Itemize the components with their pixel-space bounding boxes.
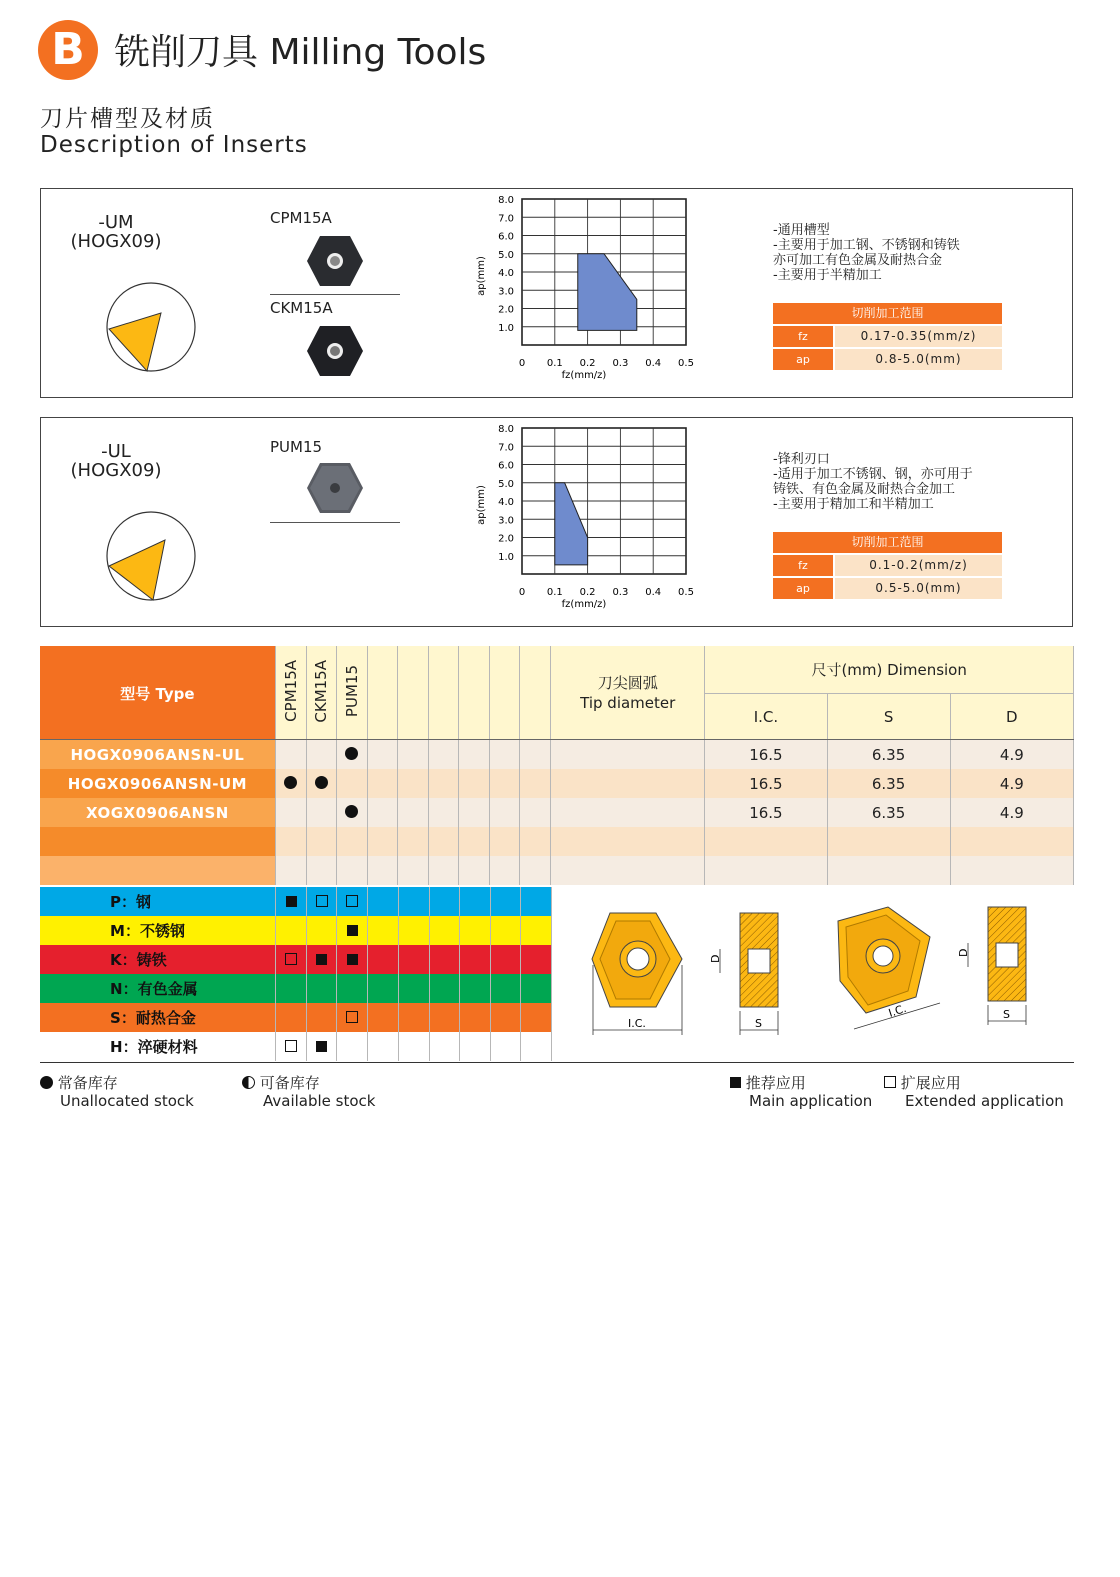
material-grade-cell (490, 1003, 520, 1032)
material-grade-cell (459, 916, 490, 945)
dim-cell-d (950, 827, 1073, 856)
y-tick-label: 8.0 (498, 195, 514, 206)
grade-cell (336, 740, 367, 769)
grade-cell (367, 827, 397, 856)
extended-application-icon (346, 895, 358, 907)
material-grade-cell (276, 1003, 307, 1032)
grade-header-empty (428, 646, 458, 740)
material-grade-cell (490, 887, 520, 916)
main-application-icon (316, 1041, 327, 1052)
material-grade-cell (368, 1003, 398, 1032)
type-header: 型号 Type (40, 646, 275, 740)
x-tick-label: 0.3 (612, 587, 629, 598)
grade-cell (336, 827, 367, 856)
dimension-header: 尺寸(mm) Dimension (705, 646, 1074, 693)
material-name: S：耐热合金 (40, 1003, 276, 1032)
material-grade-cell (276, 887, 307, 916)
section-drawing-1 (709, 913, 778, 1035)
material-grade-cell (398, 945, 429, 974)
x-tick-label: 0 (518, 358, 526, 369)
grade-cell (306, 856, 336, 885)
material-grade-cell (490, 916, 520, 945)
material-grade-cell (459, 974, 490, 1003)
footer-rule (40, 1062, 1074, 1063)
grade-cell (428, 798, 458, 827)
range-title: 切削加工范围 (773, 532, 1002, 553)
material-name: K：铸铁 (40, 945, 276, 974)
hogx-insert-drawing (592, 913, 682, 1035)
x-axis-label: fz(mm/z) (561, 599, 607, 610)
material-grade-cell (459, 945, 490, 974)
extended-application-icon (316, 895, 328, 907)
corner-angle-icon (105, 281, 197, 373)
ap-value: 0.5-5.0(mm) (835, 578, 1002, 599)
material-grade-cell (429, 974, 459, 1003)
ap-label: ap (773, 578, 833, 599)
stock-dot-icon (315, 776, 328, 789)
grade-cell (520, 740, 551, 769)
dim-cell-s: 6.35 (827, 740, 950, 769)
material-grade-cell (398, 1003, 429, 1032)
grade-header-empty (459, 646, 490, 740)
cutting-range-chart (466, 193, 726, 397)
dim-cell-ic (705, 827, 827, 856)
range-table (773, 532, 1002, 599)
material-grade-cell (368, 887, 398, 916)
description-line: 亦可加工有色金属及耐热合金 (773, 253, 943, 268)
x-tick-label: 0.1 (546, 358, 563, 369)
legend-available: 可备库存 Available stock (242, 1074, 375, 1110)
grade-cell (306, 798, 336, 827)
section-badge: B (38, 20, 98, 80)
grade-cell (459, 798, 490, 827)
header-rule (40, 739, 1074, 740)
y-tick-label: 1.0 (498, 322, 514, 334)
material-row (40, 945, 552, 974)
material-grade-cell (398, 887, 429, 916)
description-line: -主要用于加工钢、不锈钢和铸铁 (773, 238, 960, 253)
material-grade-cell (459, 887, 490, 916)
description-line: -主要用于半精加工 (773, 268, 882, 283)
x-tick-label: 0.5 (678, 358, 694, 369)
dim-cell-s (827, 827, 950, 856)
ic-label: I.C. (628, 1017, 646, 1030)
table-row (40, 827, 1074, 856)
material-grade-cell (307, 1032, 337, 1061)
x-tick-label: 0.3 (612, 358, 629, 369)
filled-circle-icon (40, 1076, 53, 1089)
y-tick-label: 5.0 (498, 478, 514, 490)
open-square-icon (884, 1076, 896, 1088)
material-grade-cell (337, 916, 368, 945)
grade-cell (459, 856, 490, 885)
grade-header-empty (397, 646, 428, 740)
ap-label: ap (773, 349, 833, 370)
material-grade-cell (490, 1032, 520, 1061)
main-application-icon (347, 954, 358, 965)
grade-cell (490, 827, 520, 856)
grade-cell (275, 798, 306, 827)
grade-cell (306, 740, 336, 769)
legend-unallocated: 常备库存 Unallocated stock (40, 1074, 194, 1110)
material-grade-cell (337, 1003, 368, 1032)
subtitle-cn: 刀片槽型及材质 (40, 106, 215, 132)
main-application-icon (347, 925, 358, 936)
description-line: 铸铁、有色金属及耐热合金加工 (773, 482, 956, 497)
material-grade-cell (490, 974, 520, 1003)
grade-cell (520, 827, 551, 856)
dim-cell-ic: 16.5 (705, 740, 827, 769)
grade-label: PUM15 (270, 438, 323, 456)
grade-cell (459, 769, 490, 798)
dim-cell-s (827, 856, 950, 885)
grade-cell (275, 856, 306, 885)
material-grade-cell (490, 945, 520, 974)
table-row (40, 740, 1074, 769)
corner-angle-icon (105, 510, 197, 602)
y-tick-label: 2.0 (498, 304, 514, 316)
grade-cell (490, 856, 520, 885)
material-grade-cell (520, 1032, 551, 1061)
grade-cell (336, 856, 367, 885)
description-list (773, 223, 960, 283)
y-tick-label: 5.0 (498, 249, 514, 261)
material-grade-cell (307, 945, 337, 974)
dim-cell-s: 6.35 (827, 769, 950, 798)
geometry-name: -UM (HOGX09) (70, 212, 162, 252)
svg-text:D: D (709, 954, 722, 963)
table-row (40, 769, 1074, 798)
material-grade-cell (368, 1032, 398, 1061)
dim-col-d: D (950, 693, 1073, 740)
stock-dot-icon (345, 747, 358, 760)
material-name: H：淬硬材料 (40, 1032, 276, 1061)
type-cell (40, 827, 275, 856)
extended-application-icon (285, 953, 297, 965)
material-grade-cell (368, 974, 398, 1003)
page-title: 铣削刀具 Milling Tools (114, 32, 487, 73)
material-grade-cell (276, 916, 307, 945)
grade-label: CKM15A (270, 299, 333, 317)
range-table (773, 303, 1002, 370)
grade-cell (306, 827, 336, 856)
material-name: M：不锈钢 (40, 916, 276, 945)
tip-cell (551, 769, 705, 798)
description-list (773, 452, 973, 512)
grade-cell (459, 827, 490, 856)
svg-text:S: S (755, 1017, 762, 1030)
grade-cell (306, 769, 336, 798)
material-grade-cell (398, 974, 429, 1003)
x-tick-label: 0 (518, 587, 526, 598)
insert-panel-um (40, 188, 1073, 398)
grade-cell (490, 798, 520, 827)
tip-cell (551, 798, 705, 827)
y-tick-label: 7.0 (498, 213, 514, 225)
grade-cell (520, 798, 551, 827)
description-line: -通用槽型 (773, 223, 830, 238)
grade-cell (367, 740, 397, 769)
svg-text:S: S (1003, 1008, 1010, 1021)
dim-col-s: S (827, 693, 950, 740)
type-cell: HOGX0906ANSN-UM (40, 769, 275, 798)
dim-cell-s: 6.35 (827, 798, 950, 827)
material-row (40, 887, 552, 916)
y-tick-label: 4.0 (498, 268, 514, 279)
material-grade-cell (276, 945, 307, 974)
grade-cell (459, 740, 490, 769)
svg-text:I.C.: I.C. (886, 1001, 908, 1020)
subtitle-en: Description of Inserts (40, 132, 308, 158)
material-grade-cell (429, 1032, 459, 1061)
dim-cell-d (950, 856, 1073, 885)
main-application-icon (316, 954, 327, 965)
material-grade-cell (459, 1003, 490, 1032)
grade-cell (428, 740, 458, 769)
material-grade-cell (520, 916, 551, 945)
x-axis-label: fz(mm/z) (561, 370, 607, 381)
material-grade-cell (307, 974, 337, 1003)
grade-cell (275, 740, 306, 769)
material-grade-cell (337, 887, 368, 916)
insert-photo-cpm15a (305, 233, 365, 289)
material-grade-cell (520, 974, 551, 1003)
material-row (40, 1032, 552, 1061)
material-grade-cell (429, 945, 459, 974)
material-grade-cell (459, 1032, 490, 1061)
main-application-icon (286, 896, 297, 907)
y-tick-label: 3.0 (498, 286, 514, 298)
y-tick-label: 4.0 (498, 497, 514, 508)
grade-cell (397, 769, 428, 798)
grade-header: PUM15 (336, 646, 367, 740)
y-axis-label: ap(mm) (476, 485, 487, 525)
material-grade-cell (307, 916, 337, 945)
divider (270, 522, 400, 523)
grade-cell (367, 856, 397, 885)
grade-label: CPM15A (270, 209, 332, 227)
divider (270, 294, 400, 295)
technical-drawings (560, 893, 1070, 1043)
grade-cell (397, 798, 428, 827)
material-grade-cell (429, 1003, 459, 1032)
cutting-range-chart (466, 422, 726, 626)
material-row (40, 1003, 552, 1032)
grade-header-empty (367, 646, 397, 740)
x-tick-label: 0.1 (546, 587, 563, 598)
grade-cell (428, 827, 458, 856)
tip-diameter-header: 刀尖圆弧 Tip diameter (551, 646, 705, 740)
half-circle-icon (242, 1076, 255, 1089)
type-cell: HOGX0906ANSN-UL (40, 740, 275, 769)
material-table (40, 887, 552, 1061)
extended-application-icon (346, 1011, 358, 1023)
grade-cell (520, 769, 551, 798)
grade-cell (336, 769, 367, 798)
material-grade-cell (276, 974, 307, 1003)
tip-cell (551, 827, 705, 856)
material-grade-cell (307, 1003, 337, 1032)
material-grade-cell (368, 945, 398, 974)
y-tick-label: 6.0 (498, 460, 514, 472)
material-name: P：钢 (40, 887, 276, 916)
geometry-name: -UL (HOGX09) (70, 441, 162, 481)
y-tick-label: 1.0 (498, 551, 514, 563)
type-cell (40, 856, 275, 885)
grade-cell (428, 856, 458, 885)
fz-value: 0.17-0.35(mm/z) (835, 326, 1002, 347)
y-tick-label: 7.0 (498, 442, 514, 454)
x-tick-label: 0.4 (645, 358, 662, 369)
tip-cell (551, 856, 705, 885)
grade-cell (520, 856, 551, 885)
material-row (40, 916, 552, 945)
dim-col-ic: I.C. (705, 693, 827, 740)
description-line: -主要用于精加工和半精加工 (773, 497, 934, 512)
legend-main: 推荐应用 Main application (730, 1074, 872, 1110)
x-tick-label: 0.2 (579, 358, 596, 369)
tip-cell (551, 740, 705, 769)
xogx-insert-drawing (838, 907, 940, 1029)
dim-cell-ic (705, 856, 827, 885)
grade-cell (397, 856, 428, 885)
material-grade-cell (337, 945, 368, 974)
y-axis-label: ap(mm) (476, 256, 487, 296)
description-line: -适用于加工不锈钢、钢，亦可用于 (773, 467, 973, 482)
grade-cell (428, 769, 458, 798)
stock-dot-icon (284, 776, 297, 789)
product-table (40, 646, 1074, 885)
material-grade-cell (368, 916, 398, 945)
table-row (40, 798, 1074, 827)
material-name: N：有色金属 (40, 974, 276, 1003)
y-tick-label: 8.0 (498, 424, 514, 435)
dim-cell-ic: 16.5 (705, 769, 827, 798)
x-tick-label: 0.2 (579, 587, 596, 598)
grade-cell (367, 769, 397, 798)
material-grade-cell (520, 887, 551, 916)
grade-cell (490, 740, 520, 769)
material-grade-cell (520, 1003, 551, 1032)
type-cell: XOGX0906ANSN (40, 798, 275, 827)
y-tick-label: 2.0 (498, 533, 514, 545)
dim-cell-d: 4.9 (950, 740, 1073, 769)
table-row (40, 856, 1074, 885)
stock-dot-icon (345, 805, 358, 818)
material-grade-cell (307, 887, 337, 916)
grade-header: CPM15A (275, 646, 306, 740)
fz-label: fz (773, 555, 833, 576)
range-title: 切削加工范围 (773, 303, 1002, 324)
material-grade-cell (276, 1032, 307, 1061)
extended-application-icon (285, 1040, 297, 1052)
material-grade-cell (337, 974, 368, 1003)
fz-value: 0.1-0.2(mm/z) (835, 555, 1002, 576)
grade-header-empty (520, 646, 551, 740)
material-grade-cell (398, 916, 429, 945)
insert-photo-ckm15a (305, 323, 365, 379)
material-row (40, 974, 552, 1003)
grade-header-empty (490, 646, 520, 740)
grade-cell (397, 740, 428, 769)
grade-cell (397, 827, 428, 856)
insert-photo-pum15 (305, 460, 365, 516)
dim-cell-d: 4.9 (950, 798, 1073, 827)
legend-extended: 扩展应用 Extended application (884, 1074, 1064, 1110)
grade-cell (275, 827, 306, 856)
ap-value: 0.8-5.0(mm) (835, 349, 1002, 370)
y-tick-label: 6.0 (498, 231, 514, 243)
grade-cell (275, 769, 306, 798)
grade-cell (336, 798, 367, 827)
grade-header: CKM15A (306, 646, 336, 740)
description-line: -锋利刃口 (773, 452, 830, 467)
material-grade-cell (429, 887, 459, 916)
x-tick-label: 0.4 (645, 587, 662, 598)
svg-text:D: D (957, 948, 970, 957)
x-tick-label: 0.5 (678, 587, 694, 598)
material-grade-cell (520, 945, 551, 974)
y-tick-label: 3.0 (498, 515, 514, 527)
material-grade-cell (398, 1032, 429, 1061)
material-grade-cell (429, 916, 459, 945)
insert-panel-ul (40, 417, 1073, 627)
filled-square-icon (730, 1077, 741, 1088)
fz-label: fz (773, 326, 833, 347)
dim-cell-d: 4.9 (950, 769, 1073, 798)
material-grade-cell (337, 1032, 368, 1061)
dim-cell-ic: 16.5 (705, 798, 827, 827)
grade-cell (367, 798, 397, 827)
section-drawing-2 (957, 907, 1026, 1025)
grade-cell (490, 769, 520, 798)
